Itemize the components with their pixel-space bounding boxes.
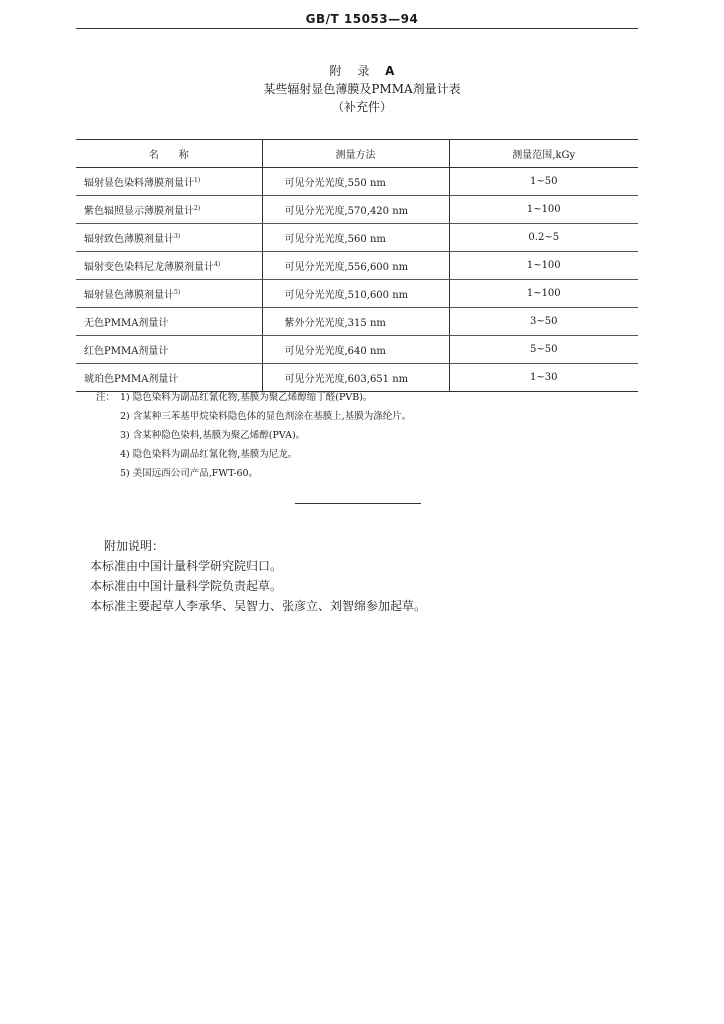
annex-label bbox=[0, 62, 724, 80]
dosimeter-name bbox=[76, 224, 262, 252]
footnote-ref: 2) bbox=[194, 205, 201, 212]
table-row bbox=[76, 168, 638, 196]
table-row bbox=[76, 308, 638, 336]
note-item bbox=[96, 426, 411, 445]
measurement-method: 可见分光光度,570,420 nm bbox=[262, 196, 449, 224]
note-item bbox=[96, 388, 411, 407]
dosimeter-name-text: 琥珀色PMMA剂量计 bbox=[84, 374, 179, 385]
dosimeter-name bbox=[76, 168, 262, 196]
annex-letter: A bbox=[385, 64, 395, 78]
note-text: 4) 隐色染料为副品红氰化物,基膜为尼龙。 bbox=[120, 449, 298, 460]
header-rule bbox=[76, 28, 638, 29]
measurement-method: 可见分光光度,510,600 nm bbox=[262, 280, 449, 308]
table-header-row bbox=[76, 140, 638, 168]
column-header-method: 测量方法 bbox=[262, 140, 449, 168]
note-item bbox=[96, 445, 411, 464]
note-text: 3) 含某种隐色染料,基膜为聚乙烯醇(PVA)。 bbox=[120, 430, 306, 441]
note-text: 1) 隐色染料为副品红氰化物,基膜为聚乙烯醇缩丁醛(PVB)。 bbox=[120, 392, 373, 403]
measurement-method: 可见分光光度,560 nm bbox=[262, 224, 449, 252]
separator-rule bbox=[295, 503, 421, 504]
additional-line: 本标准主要起草人李承华、吴智力、张彦立、刘智绵参加起草。 bbox=[90, 599, 427, 613]
note-item bbox=[96, 407, 411, 426]
measurement-range: 1~100 bbox=[449, 196, 638, 224]
additional-line: 本标准由中国计量科学院负责起草。 bbox=[90, 579, 283, 593]
table-row bbox=[76, 336, 638, 364]
dosimeter-name bbox=[76, 252, 262, 280]
dosimeter-name bbox=[76, 336, 262, 364]
measurement-method: 可见分光光度,640 nm bbox=[262, 336, 449, 364]
footnote-ref: 3) bbox=[174, 233, 181, 240]
measurement-range: 1~50 bbox=[449, 168, 638, 196]
measurement-range: 5~50 bbox=[449, 336, 638, 364]
table-row bbox=[76, 224, 638, 252]
column-header-range: 测量范围,kGy bbox=[449, 140, 638, 168]
measurement-method: 可见分光光度,550 nm bbox=[262, 168, 449, 196]
note-text: 2) 含某种三苯基甲烷染料隐色体的显色剂涂在基膜上,基膜为涤纶片。 bbox=[120, 411, 412, 422]
footnote-ref: 1) bbox=[194, 177, 201, 184]
note-item bbox=[96, 464, 411, 483]
dosimeter-name-text: 辐射显色染料薄膜剂量计 bbox=[84, 178, 194, 189]
annex-title: 某些辐射显色薄膜及PMMA剂量计表 bbox=[263, 82, 461, 96]
additional-line: 本标准由中国计量科学研究院归口。 bbox=[90, 559, 283, 573]
standard-number: GB/T 15053—94 bbox=[305, 12, 419, 26]
dosimeter-name-text: 辐射变色染料尼龙薄膜剂量计 bbox=[84, 262, 214, 273]
note-text: 5) 美国远西公司产品,FWT-60。 bbox=[120, 468, 259, 479]
notes-prefix: 注： bbox=[96, 392, 116, 403]
table-row bbox=[76, 280, 638, 308]
table-notes bbox=[96, 388, 411, 483]
measurement-range: 1~100 bbox=[449, 280, 638, 308]
footnote-ref: 4) bbox=[214, 261, 221, 268]
dosimeter-name-text: 辐射致色薄膜剂量计 bbox=[84, 234, 174, 245]
dosimeter-name bbox=[76, 280, 262, 308]
measurement-method: 可见分光光度,556,600 nm bbox=[262, 252, 449, 280]
dosimeter-name bbox=[76, 196, 262, 224]
table-row bbox=[76, 196, 638, 224]
annex-label-text: 附 录 bbox=[329, 64, 376, 78]
measurement-method: 紫外分光光度,315 nm bbox=[262, 308, 449, 336]
measurement-range: 1~100 bbox=[449, 252, 638, 280]
measurement-range: 0.2~5 bbox=[449, 224, 638, 252]
column-header-name: 名 称 bbox=[76, 140, 262, 168]
annex-heading bbox=[0, 62, 724, 116]
table-row bbox=[76, 252, 638, 280]
measurement-method: 可见分光光度,603,651 nm bbox=[262, 364, 449, 392]
dosimeter-table bbox=[76, 139, 638, 392]
measurement-range: 3~50 bbox=[449, 308, 638, 336]
additional-heading: 附加说明： bbox=[104, 539, 165, 553]
dosimeter-name-text: 红色PMMA剂量计 bbox=[84, 346, 169, 357]
dosimeter-name bbox=[76, 308, 262, 336]
additional-notes bbox=[90, 536, 426, 616]
footnote-ref: 5) bbox=[174, 289, 181, 296]
dosimeter-name-text: 紫色辐照显示薄膜剂量计 bbox=[84, 206, 194, 217]
dosimeter-name-text: 无色PMMA剂量计 bbox=[84, 318, 169, 329]
measurement-range: 1~30 bbox=[449, 364, 638, 392]
annex-note: （补充件） bbox=[331, 100, 392, 114]
dosimeter-name-text: 辐射显色薄膜剂量计 bbox=[84, 290, 174, 301]
